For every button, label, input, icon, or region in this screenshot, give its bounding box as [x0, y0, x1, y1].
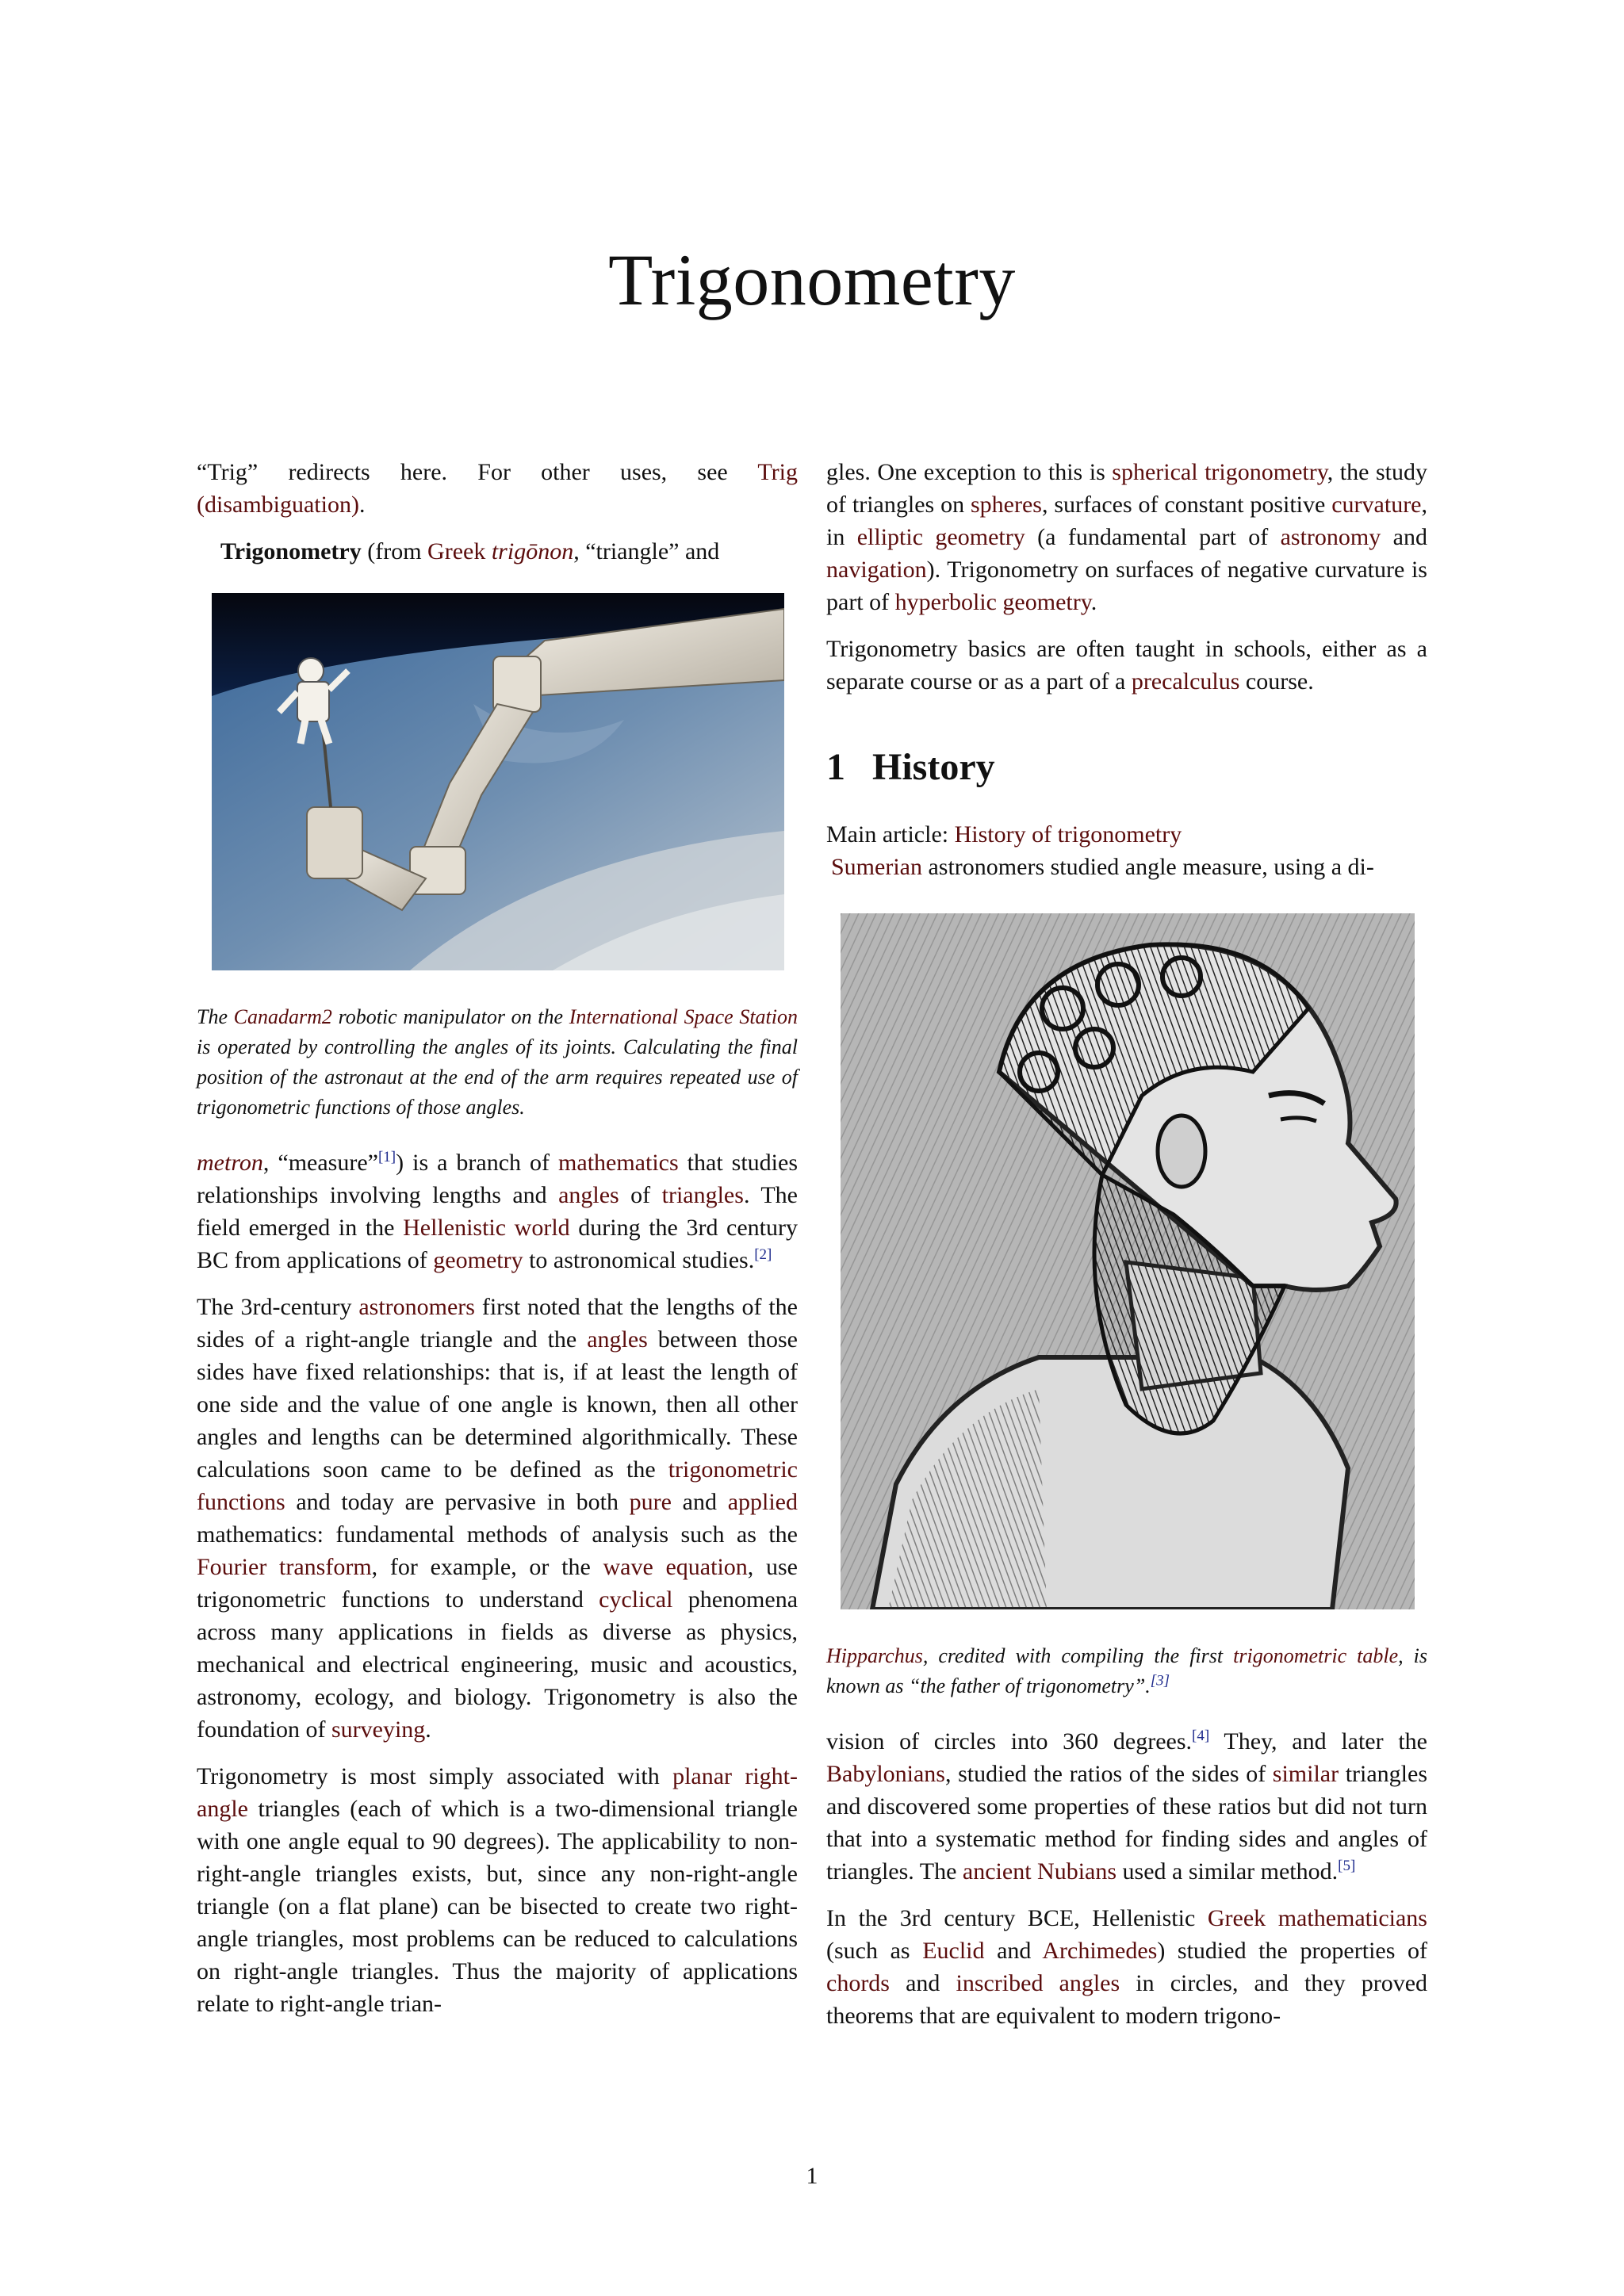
spherical-trigonometry-link[interactable]: spherical trigonometry — [1112, 459, 1327, 485]
applied-link[interactable]: applied — [727, 1489, 798, 1515]
paragraph-greek-mathematicians: In the 3rd century BCE, Hellenistic Greek mathematicians (such as Euclid and Archimedes) studied the properties of chords and inscribed angles in circles, and they proved theorems that are equivalent to modern trigono- — [826, 1905, 1428, 2029]
inscribed-angles-link[interactable]: inscribed angles — [956, 1970, 1120, 1996]
paragraph-astronomers: The 3rd-century astronomers first noted that the lengths of the sides of a right-angle triangle and the angles between those sides have fixed relationships: that is, if at least the length of one side and the value of one angle is known, then all other angles and lengths can be determined algorithmically. These calculations soon came to be defined as the trigonometric functions and today are pervasive in both pure and applied mathematics: fundamental methods of analysis such as the Fourier transform, for example, or the wave equation, use trigonometric functions to understand cyclical phenomena across many applications in fields as diverse as physics, mechanical and electrical engineering, music and acoustics, astronomy, ecology, and biology. Trigonometry is also the foundation of surveying. — [197, 1294, 799, 1743]
hipparchus-image — [841, 913, 1427, 1609]
right-column — [826, 456, 1427, 2046]
figure-canadarm — [197, 593, 798, 1123]
ref-3-link[interactable]: [3] — [1150, 1672, 1170, 1689]
geometry-link[interactable]: geometry — [433, 1247, 523, 1273]
section-heading-history — [826, 745, 1427, 790]
precalculus-link[interactable]: precalculus — [1131, 668, 1240, 695]
sumerian-link[interactable]: Sumerian — [831, 854, 922, 880]
chords-link[interactable]: chords — [826, 1970, 890, 1996]
spheres-link[interactable]: spheres — [971, 492, 1042, 518]
greek-mathematicians-link[interactable]: Greek mathematicians — [1207, 1905, 1427, 1931]
trig-disambiguation-link[interactable]: Trig (disambiguation) — [197, 459, 798, 518]
astronomy-link[interactable]: astronomy — [1280, 524, 1381, 550]
curvature-link[interactable]: curvature — [1331, 492, 1422, 518]
canadarm2-link[interactable]: Canadarm2 — [233, 1005, 332, 1028]
hipparchus-link[interactable]: Hipparchus — [826, 1644, 923, 1667]
section-number: 1 — [826, 746, 845, 788]
lead-paragraph: Trigonometry (from Greek trigōnon, “triangle” and — [220, 538, 720, 564]
paragraph-sumerian: Sumerian astronomers studied angle measure, using a di- — [831, 854, 1374, 880]
wave-equation-link[interactable]: wave equation — [603, 1554, 748, 1580]
babylonians-link[interactable]: Babylonians — [826, 1761, 945, 1787]
planar-right-angle-link[interactable]: planar right-angle — [197, 1763, 798, 1822]
angles-link-2[interactable]: angles — [587, 1326, 648, 1353]
trigonon-link[interactable]: trigōnon — [491, 538, 574, 564]
trigonometric-functions-link[interactable]: trigonometric functions — [197, 1456, 798, 1515]
main-article-note: Main article: History of trigonometry — [826, 821, 1182, 848]
similar-link[interactable]: similar — [1272, 1761, 1339, 1787]
cyclical-link[interactable]: cyclical — [599, 1586, 673, 1613]
ref-1-link[interactable]: [1] — [377, 1149, 396, 1165]
elliptic-geometry-link[interactable]: elliptic geometry — [856, 524, 1025, 550]
history-of-trigonometry-link[interactable]: History of trigonometry — [954, 821, 1182, 848]
surveying-link[interactable]: surveying — [331, 1716, 426, 1743]
ref-2-link[interactable]: [2] — [754, 1246, 772, 1263]
page-number: 1 — [806, 2163, 818, 2189]
paragraph-schools: Trigonometry basics are often taught in schools, either as a separate course or as a part of a precalculus course. — [826, 636, 1427, 695]
hyperbolic-geometry-link[interactable]: hyperbolic geometry — [894, 589, 1091, 615]
ancient-nubians-link[interactable]: ancient Nubians — [962, 1858, 1117, 1885]
figure-hipparchus-caption: Hipparchus, credited with compiling the first trigonometric table, is known as “the father of trigonometry”.[3] — [826, 1644, 1427, 1697]
fourier-transform-link[interactable]: Fourier transform — [197, 1554, 372, 1580]
mathematics-link[interactable]: mathematics — [558, 1150, 679, 1176]
lead-term: Trigonometry — [220, 538, 362, 564]
metron-link[interactable]: metron — [197, 1150, 263, 1176]
angles-link[interactable]: angles — [558, 1182, 619, 1208]
trigonometric-table-link[interactable]: trigonometric table — [1233, 1644, 1399, 1667]
ref-4-link[interactable]: [4] — [1192, 1728, 1210, 1744]
navigation-link[interactable]: navigation — [826, 557, 927, 583]
ref-5-link[interactable]: [5] — [1338, 1858, 1356, 1874]
paragraph-planar: Trigonometry is most simply associated with planar right-angle triangles (each of which is a two-dimensional triangle with one angle equal to 90 degrees). The applicability to non-right-angle triangles exists, but, since any non-right-angle triangle (on a flat plane) can be bisected to create two right-angle triangles, most problems can be reduced to calculations on right-angle triangles. Thus the majority of applications relate to right-angle trian- — [197, 1763, 798, 2017]
figure-hipparchus — [826, 913, 1427, 1701]
page-title: Trigonometry — [608, 239, 1016, 320]
figure-canadarm-caption: The Canadarm2 robotic manipulator on the International Space Station is operated by controlling the angles of its joints. Calculating the final position of the astronaut at the end of the arm requires repeated use of trigonometric functions of those angles. — [197, 1005, 798, 1119]
pure-link[interactable]: pure — [629, 1489, 672, 1515]
section-title: History — [872, 746, 995, 788]
hipparchus-portrait — [841, 913, 1415, 1609]
left-column — [197, 456, 798, 2034]
archimedes-link[interactable]: Archimedes — [1042, 1938, 1158, 1964]
greek-link[interactable]: Greek — [427, 538, 486, 564]
canadarm-image — [212, 593, 798, 970]
redirect-note: “Trig” redirects here. For other uses, see Trig (disambiguation). — [197, 459, 798, 518]
euclid-link[interactable]: Euclid — [922, 1938, 985, 1964]
paragraph-spherical: gles. One exception to this is spherical trigonometry, the study of triangles on spheres, surfaces of constant positive curvature, in elliptic geometry (a fundamental part of astronomy and navigation). Trigonometry on surfaces of negative curvature is part of hyperbolic geometry. — [826, 459, 1427, 615]
iss-link[interactable]: International Space Station — [569, 1005, 798, 1028]
astronomers-link[interactable]: astronomers — [358, 1294, 475, 1320]
triangles-link[interactable]: triangles — [661, 1182, 744, 1208]
lead-continuation: metron, “measure”[1]) is a branch of mathematics that studies relationships involving lengths and angles of triangles. The field emerged in the Hellenistic world during the 3rd century BC from applications of geometry to astronomical studies.[2] — [197, 1149, 799, 1273]
hellenistic-world-link[interactable]: Hellenistic world — [403, 1215, 570, 1241]
canadarm-photo — [212, 593, 784, 970]
paragraph-babylonians: vision of circles into 360 degrees.[4] They, and later the Babylonians, studied the ratios of the sides of similar triangles and discovered some properties of these ratios but did not turn that into a systematic method for finding sides and angles of triangles. The ancient Nubians used a similar method.[5] — [826, 1728, 1427, 1885]
